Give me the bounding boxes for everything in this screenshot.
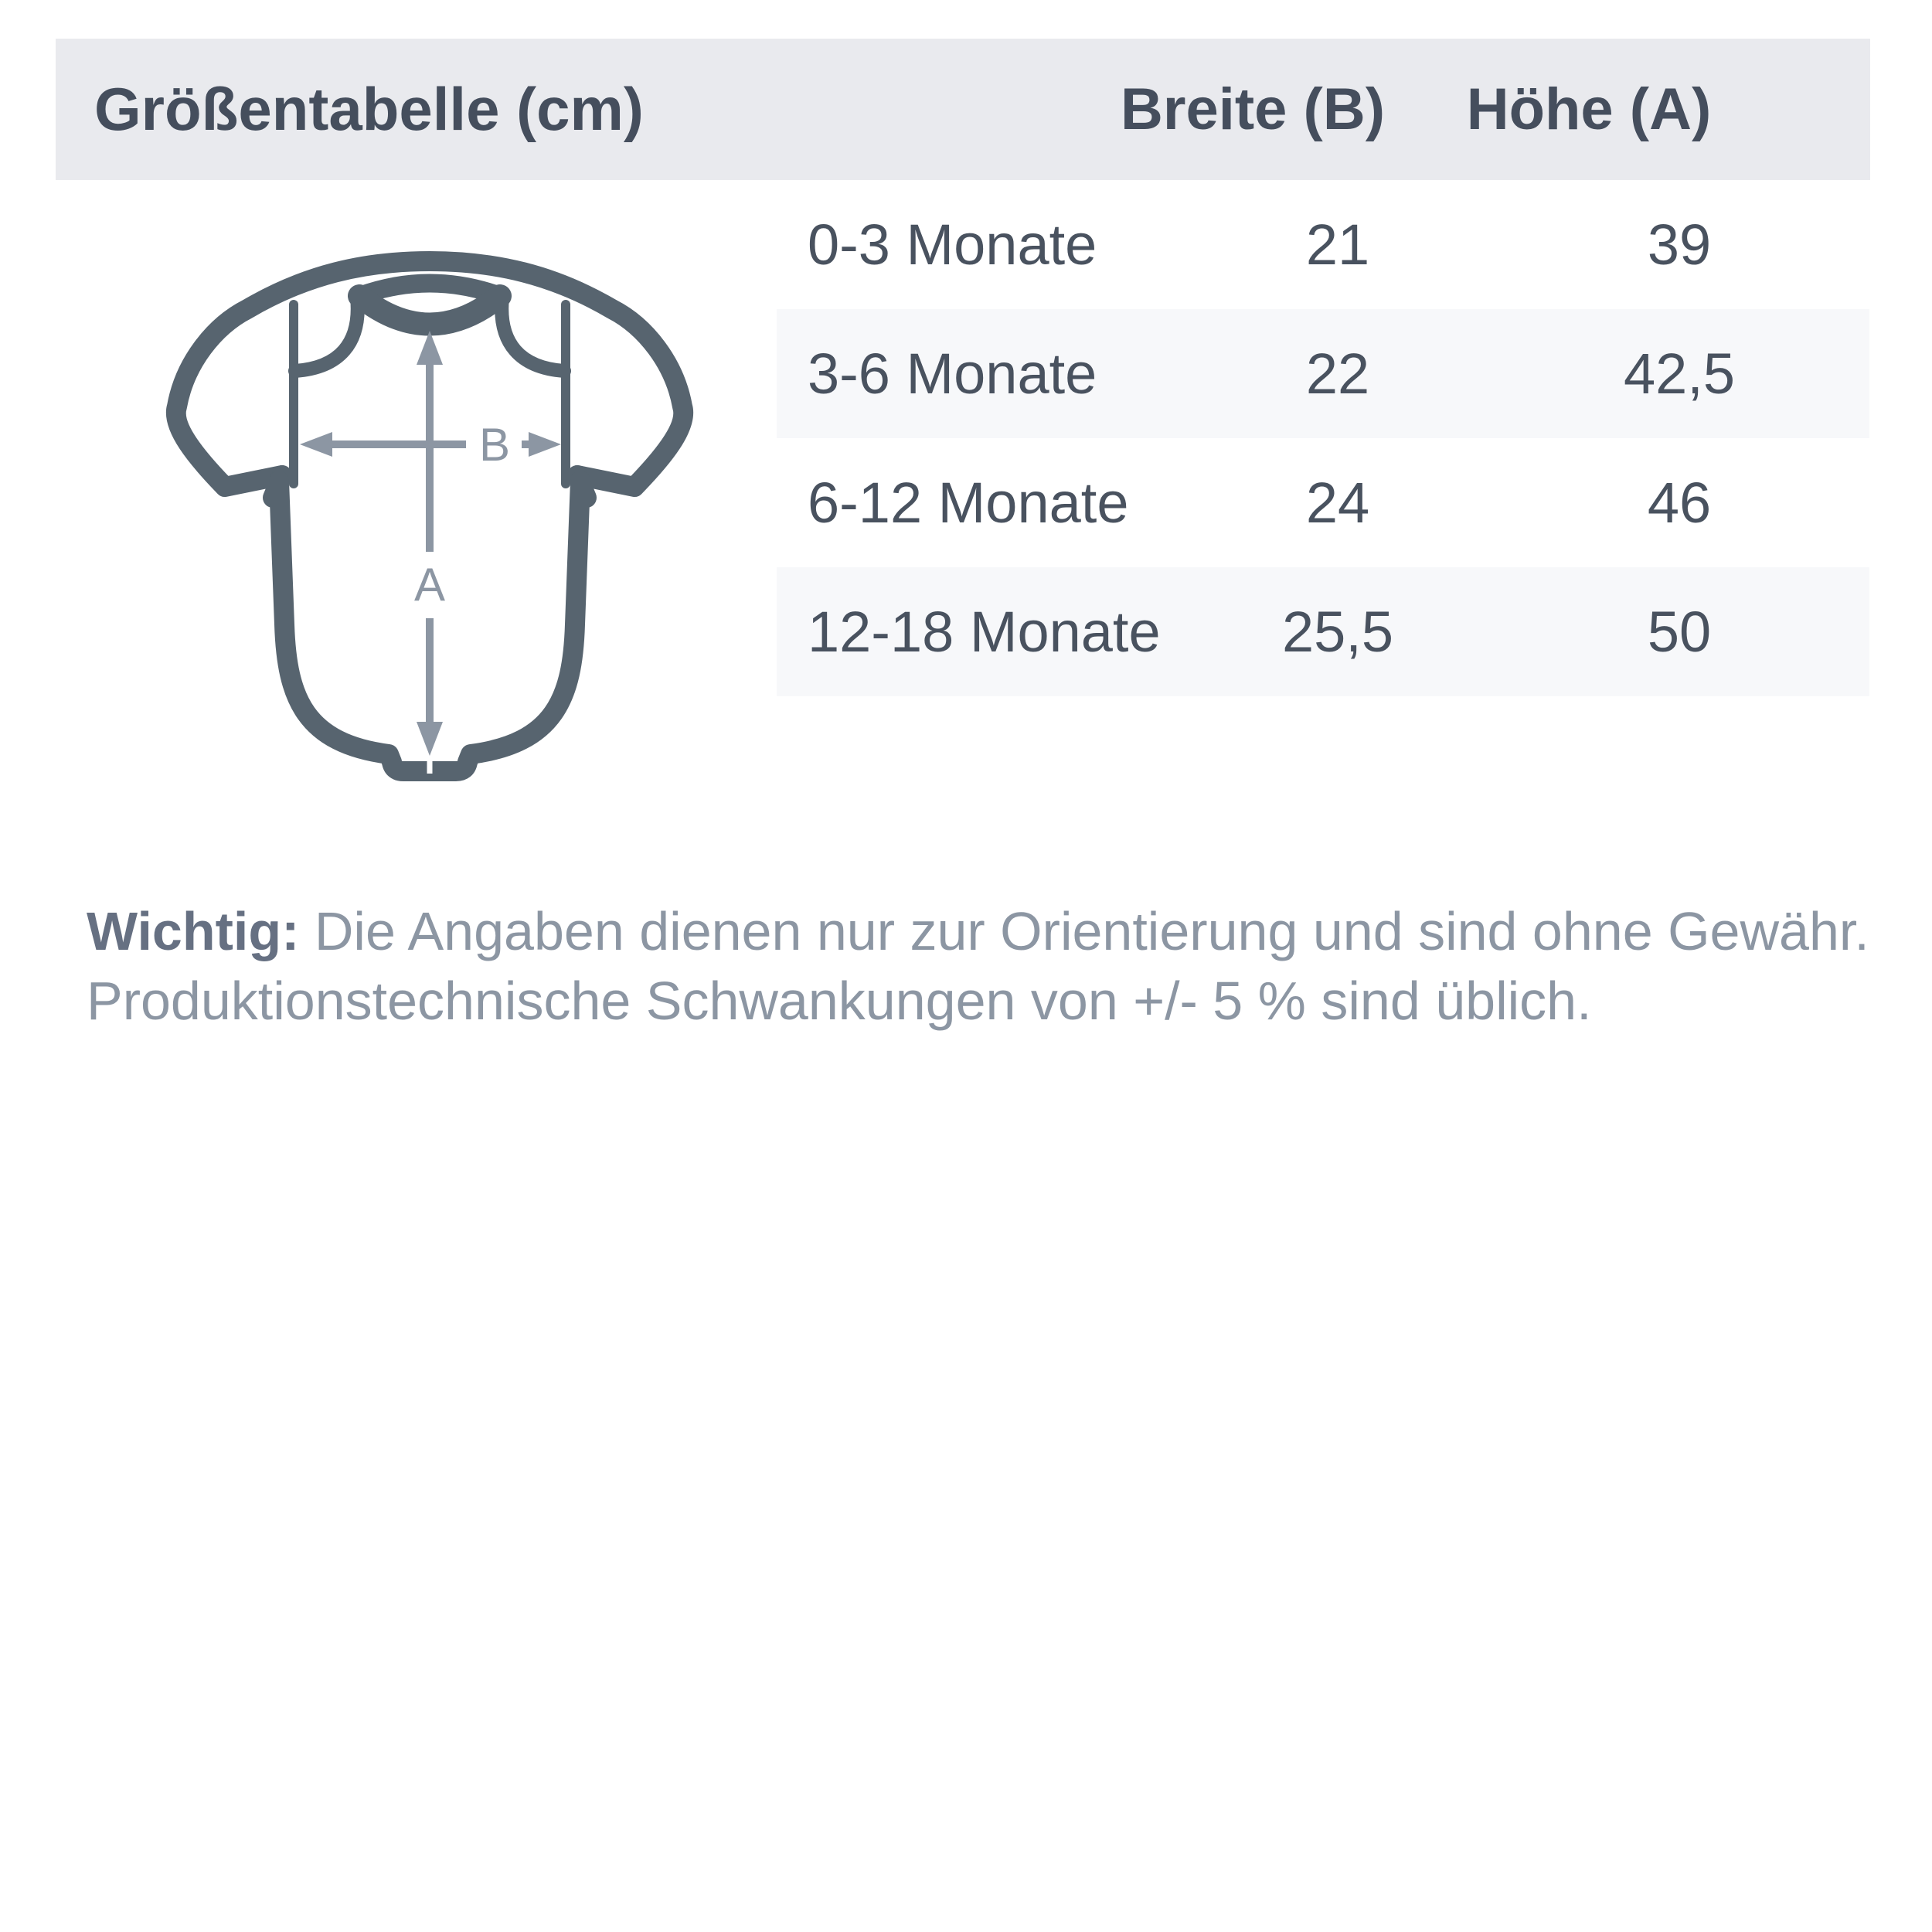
table-row — [777, 180, 1869, 309]
neck-band — [359, 296, 500, 325]
height-arrow-head-up — [417, 331, 443, 365]
width-arrow-head-left — [300, 432, 332, 457]
breite-value: 24 — [1305, 471, 1370, 535]
width-letter-label: B — [478, 419, 511, 471]
height-arrow-head-down — [417, 722, 443, 756]
note-line1: Die Angaben dienen nur zur Orientierung und sind ohne Gewähr. — [314, 901, 1869, 961]
hoehe-value: 39 — [1647, 213, 1712, 277]
note — [87, 896, 1887, 1036]
breite-value: 22 — [1305, 342, 1370, 406]
size-label: 6-12 Monate — [808, 471, 1129, 535]
left-shoulder-flap — [295, 298, 358, 371]
right-shoulder-flap — [502, 298, 564, 371]
size-label: 12-18 Monate — [808, 600, 1161, 664]
hoehe-value: 42,5 — [1623, 342, 1736, 406]
bodysuit-diagram — [158, 246, 699, 787]
width-arrow-head-right — [529, 432, 561, 457]
table-row — [777, 309, 1869, 438]
hoehe-value: 46 — [1647, 471, 1712, 535]
hoehe-value: 50 — [1647, 600, 1712, 664]
column-header-hoehe: Höhe (A) — [1466, 77, 1712, 142]
note-line2: Produktionstechnische Schwankungen von +/- 5 % sind üblich. — [87, 971, 1592, 1031]
size-table — [777, 180, 1869, 696]
breite-value: 21 — [1305, 213, 1370, 277]
size-label: 3-6 Monate — [808, 342, 1097, 406]
table-row — [777, 438, 1869, 567]
table-row — [777, 567, 1869, 696]
size-label: 0-3 Monate — [808, 213, 1097, 277]
breite-value: 25,5 — [1281, 600, 1394, 664]
page-title: Größentabelle (cm) — [94, 75, 644, 143]
column-header-breite: Breite (B) — [1120, 77, 1386, 142]
height-letter-label: A — [413, 559, 446, 611]
note-label: Wichtig: — [87, 901, 300, 961]
size-chart-header — [56, 39, 1870, 180]
neck-opening — [359, 284, 500, 297]
